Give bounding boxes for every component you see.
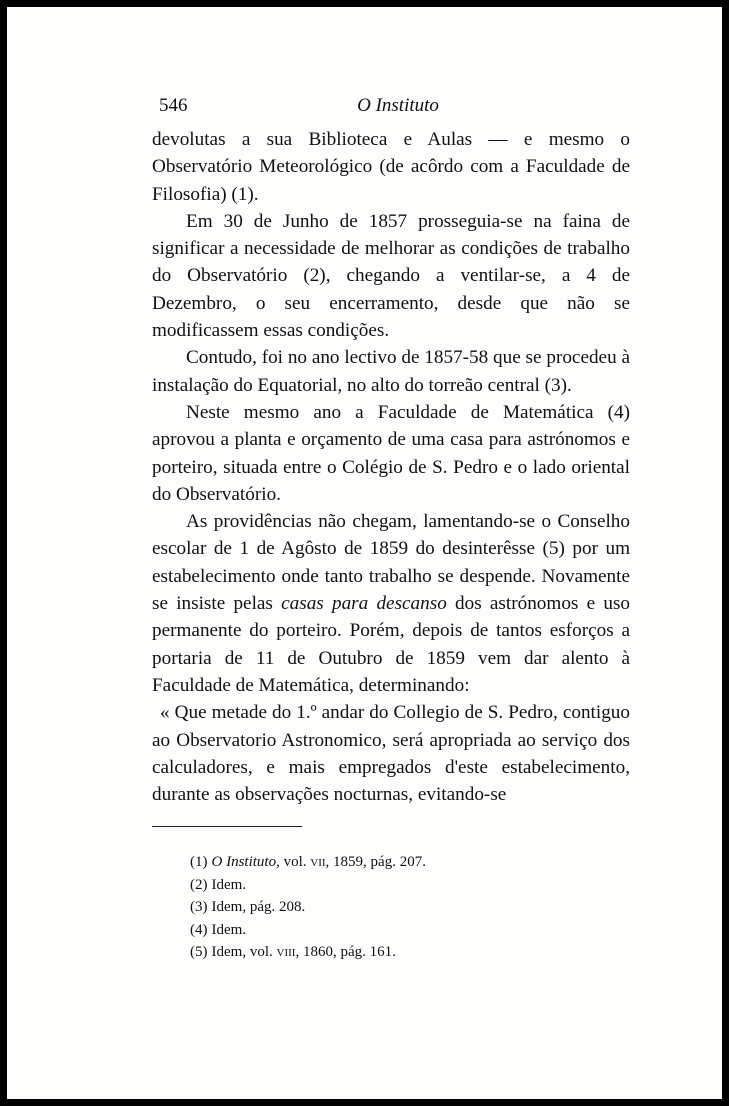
paragraph: Em 30 de Junho de 1857 prosseguia-se na faina de significar a necessidade de melhorar as condições de trabalho do Observatório (2), chegando a ventilar-se, a 4 de Dezembro, o seu encerramento, desde que não se modificassem essas condições. (152, 210, 630, 342)
paragraph: As providências não chegam, lamentando-se o Conselho escolar de 1 de Agôsto de 1859 do desinterêsse (5) por um estabelecimento onde tanto trabalho se despende. Novamente se insiste pelas casas para descanso dos astrónomos e uso permanente do porteiro. Porém, depois de tantos esforços a portaria de 11 de Outubro de 1859 vem dar alento à Faculdade de Matemática, determinando: (152, 511, 631, 696)
footnote-2: (2) Idem. (190, 876, 247, 893)
footnote-1: (1) O Instituto, vol. vii, 1859, pág. 207. (190, 854, 426, 870)
footnote-4: (4) Idem. (190, 921, 247, 938)
paragraph: Neste mesmo ano a Faculdade de Matemática (4) aprovou a planta e orçamento de uma casa para astrónomos e porteiro, situada entre o Colégio de S. Pedro e o lado oriental do Observatório. (152, 401, 630, 505)
footnote-separator (152, 826, 302, 827)
footnote-ref[interactable]: (5) (542, 538, 565, 560)
page-number: 546 (159, 95, 188, 116)
italic-phrase: casas para descanso (281, 593, 447, 615)
quotation-paragraph: « Que metade do 1.º andar do Collegio de S. Pedro, contiguo ao Observatorio Astronomico, será apropriada ao serviço dos calculadores, e mais empregados d'este estabelecimento, durante as observações nocturnas, evitando-se (152, 702, 630, 806)
footnote-ref[interactable]: (2) (303, 265, 326, 287)
page-header (159, 95, 637, 123)
footnote-5: (5) Idem, vol. viii, 1860, pág. 161. (190, 944, 396, 960)
running-title: O Instituto (357, 95, 439, 116)
body-text (152, 126, 630, 808)
footnote-ref[interactable]: (3) (544, 374, 568, 396)
footnote-ref[interactable]: (4) (607, 401, 630, 423)
footnotes (190, 851, 630, 964)
footnote-3: (3) Idem, pág. 208. (190, 899, 306, 915)
paragraph: devolutas a sua Biblioteca e Aulas — e mesmo o Observatório Meteorológico (de acôrdo com a Faculdade de Filosofia) (1). (152, 129, 630, 205)
paragraph: Contudo, foi no ano lectivo de 1857-58 que se procedeu à instalação do Equatorial, no alto do torreão central (3). (152, 347, 630, 396)
footnote-ref[interactable]: (1) (231, 183, 254, 205)
